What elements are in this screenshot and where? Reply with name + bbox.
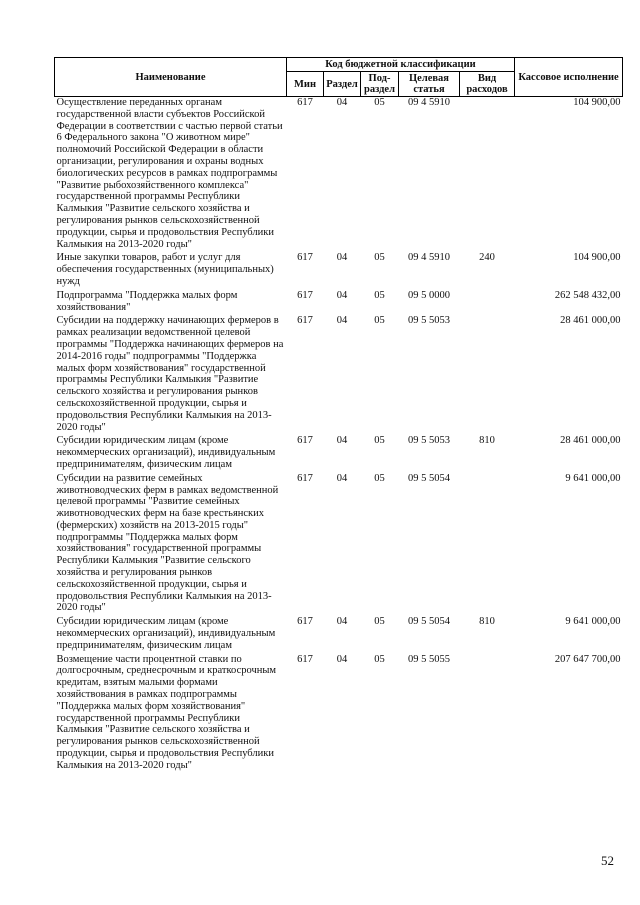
table-row bbox=[55, 471, 623, 615]
table-row bbox=[55, 313, 623, 433]
row-podrazdel: 05 bbox=[374, 616, 385, 628]
row-name: Иные закупки товаров, работ и услуг для обеспечения государственных (муниципальных) нужд bbox=[56, 252, 274, 287]
row-amount: 104 900,00 bbox=[573, 252, 621, 264]
row-name: Субсидии на развитие семейных животноводческих ферм в рамках ведомственной целевой программы "Развитие семейных животноводческих ферм на базе крестьянских (фермерских) хозяйств на 2013-2015 годы" подпрограммы "Поддержка малых форм хозяйствования" государственной программы Республики Калмыкия "Развитие сельского хозяйства и регулирования рынков сельскохозяйственной продукции, сырья и продовольствия Республики Калмыкия на 2013-2020 годы" bbox=[56, 472, 279, 614]
row-razdel: 04 bbox=[336, 252, 348, 264]
row-name: Возмещение части процентной ставки по долгосрочным, среднесрочным и краткосрочным кредитам, взятым малыми формами хозяйствования в рамках подпрограммы "Поддержка малых форм хозяйствования" государственной программы Республики Калмыкия "Развитие сельского хозяйства и регулирования рынков сельскохозяйственной продукции, сырья и продовольствия Республики Калмыкия на 2013-2020 годы" bbox=[56, 653, 277, 771]
row-amount: 28 461 000,00 bbox=[560, 435, 621, 447]
table-row bbox=[55, 433, 623, 470]
row-amount: 9 641 000,00 bbox=[565, 472, 621, 484]
row-podrazdel: 05 bbox=[374, 289, 385, 301]
row-min: 617 bbox=[297, 315, 313, 327]
row-podrazdel: 05 bbox=[374, 97, 385, 108]
row-tselevaya: 09 5 5054 bbox=[408, 616, 450, 628]
row-tselevaya: 09 5 5054 bbox=[408, 472, 450, 484]
row-vid: 810 bbox=[479, 435, 495, 447]
row-tselevaya: 09 5 5055 bbox=[408, 653, 450, 665]
row-tselevaya: 09 5 5053 bbox=[408, 315, 450, 327]
row-amount: 9 641 000,00 bbox=[565, 616, 621, 628]
header-min: Мин bbox=[287, 72, 324, 97]
row-vid bbox=[460, 652, 515, 772]
row-tselevaya: 09 4 5910 bbox=[408, 97, 450, 108]
row-name: Субсидии юридическим лицам (кроме некоммерческих организаций), индивидуальным предпринимателям, физическим лицам bbox=[56, 616, 276, 651]
header-name: Наименование bbox=[55, 58, 287, 97]
row-razdel: 04 bbox=[336, 315, 348, 327]
row-razdel: 04 bbox=[336, 616, 348, 628]
header-tselevaya: Целевая статья bbox=[399, 72, 460, 97]
row-podrazdel: 05 bbox=[374, 653, 385, 665]
table-row bbox=[55, 652, 623, 772]
row-name: Подпрограмма "Поддержка малых форм хозяйствования" bbox=[56, 289, 238, 313]
row-tselevaya: 09 5 5053 bbox=[408, 435, 450, 447]
row-min: 617 bbox=[297, 252, 313, 264]
row-tselevaya: 09 4 5910 bbox=[408, 252, 450, 264]
row-amount: 28 461 000,00 bbox=[560, 315, 621, 327]
row-vid bbox=[460, 288, 515, 314]
row-name: Осуществление переданных органам государственной власти субъектов Российской Федерации в соответствии с частью первой статьи 6 Федерального закона "О животном мире" полномочий Российской Федерации в области организации, регулирования и охраны водных биологических ресурсов в рамках подпрограммы "Развитие рыбохозяйственного комплекса" государственной программы Республики Калмыкия "Развитие сельского хозяйства и регулирования рынков сельскохозяйственной продукции, сырья и продовольствия Республики Калмыкия на 2013-2020 годы" bbox=[56, 97, 283, 250]
row-podrazdel: 05 bbox=[374, 472, 385, 484]
row-vid: 810 bbox=[479, 616, 495, 628]
row-podrazdel: 05 bbox=[374, 435, 385, 447]
row-min: 617 bbox=[297, 435, 313, 447]
row-amount: 207 647 700,00 bbox=[554, 653, 621, 665]
budget-table bbox=[54, 57, 623, 772]
header-kassovoe: Кассовое исполнение bbox=[515, 58, 623, 97]
row-vid: 240 bbox=[479, 252, 495, 264]
table-body bbox=[55, 97, 623, 772]
row-name: Субсидии на поддержку начинающих фермеров в рамках реализации ведомственной целевой программы "Поддержка начинающих фермеров на 2014-2016 годы" подпрограммы "Поддержка малых форм хозяйствования" государственной программы Республики Калмыкия "Развитие сельского хозяйства и регулирования рынков сельскохозяйственной продукции, сырья и продовольствия Республики Калмыкия на 2013-2020 годы" bbox=[56, 315, 284, 433]
row-min: 617 bbox=[297, 472, 313, 484]
table-row bbox=[55, 250, 623, 287]
row-amount: 262 548 432,00 bbox=[554, 289, 621, 301]
row-min: 617 bbox=[297, 616, 313, 628]
row-podrazdel: 05 bbox=[374, 315, 385, 327]
row-vid bbox=[460, 313, 515, 433]
row-name: Субсидии юридическим лицам (кроме некоммерческих организаций), индивидуальным предпринимателям, физическим лицам bbox=[56, 435, 276, 470]
table-row bbox=[55, 288, 623, 314]
row-tselevaya: 09 5 0000 bbox=[408, 289, 450, 301]
header-podrazdel: Под-раздел bbox=[361, 72, 399, 97]
table-row bbox=[55, 614, 623, 651]
row-razdel: 04 bbox=[336, 289, 348, 301]
page-number: 52 bbox=[601, 853, 614, 868]
row-razdel: 04 bbox=[336, 472, 348, 484]
row-podrazdel: 05 bbox=[374, 252, 385, 264]
row-razdel: 04 bbox=[336, 97, 348, 108]
row-vid bbox=[460, 97, 515, 251]
row-vid bbox=[460, 471, 515, 615]
header-razdel: Раздел bbox=[324, 72, 361, 97]
table-row bbox=[55, 97, 623, 251]
header-vid: Вид расходов bbox=[460, 72, 515, 97]
row-amount: 104 900,00 bbox=[573, 97, 621, 108]
row-min: 617 bbox=[297, 289, 313, 301]
row-razdel: 04 bbox=[336, 653, 348, 665]
header-code-group: Код бюджетной классификации bbox=[287, 58, 515, 72]
row-min: 617 bbox=[297, 97, 313, 108]
row-razdel: 04 bbox=[336, 435, 348, 447]
table-header bbox=[55, 58, 623, 97]
row-min: 617 bbox=[297, 653, 313, 665]
